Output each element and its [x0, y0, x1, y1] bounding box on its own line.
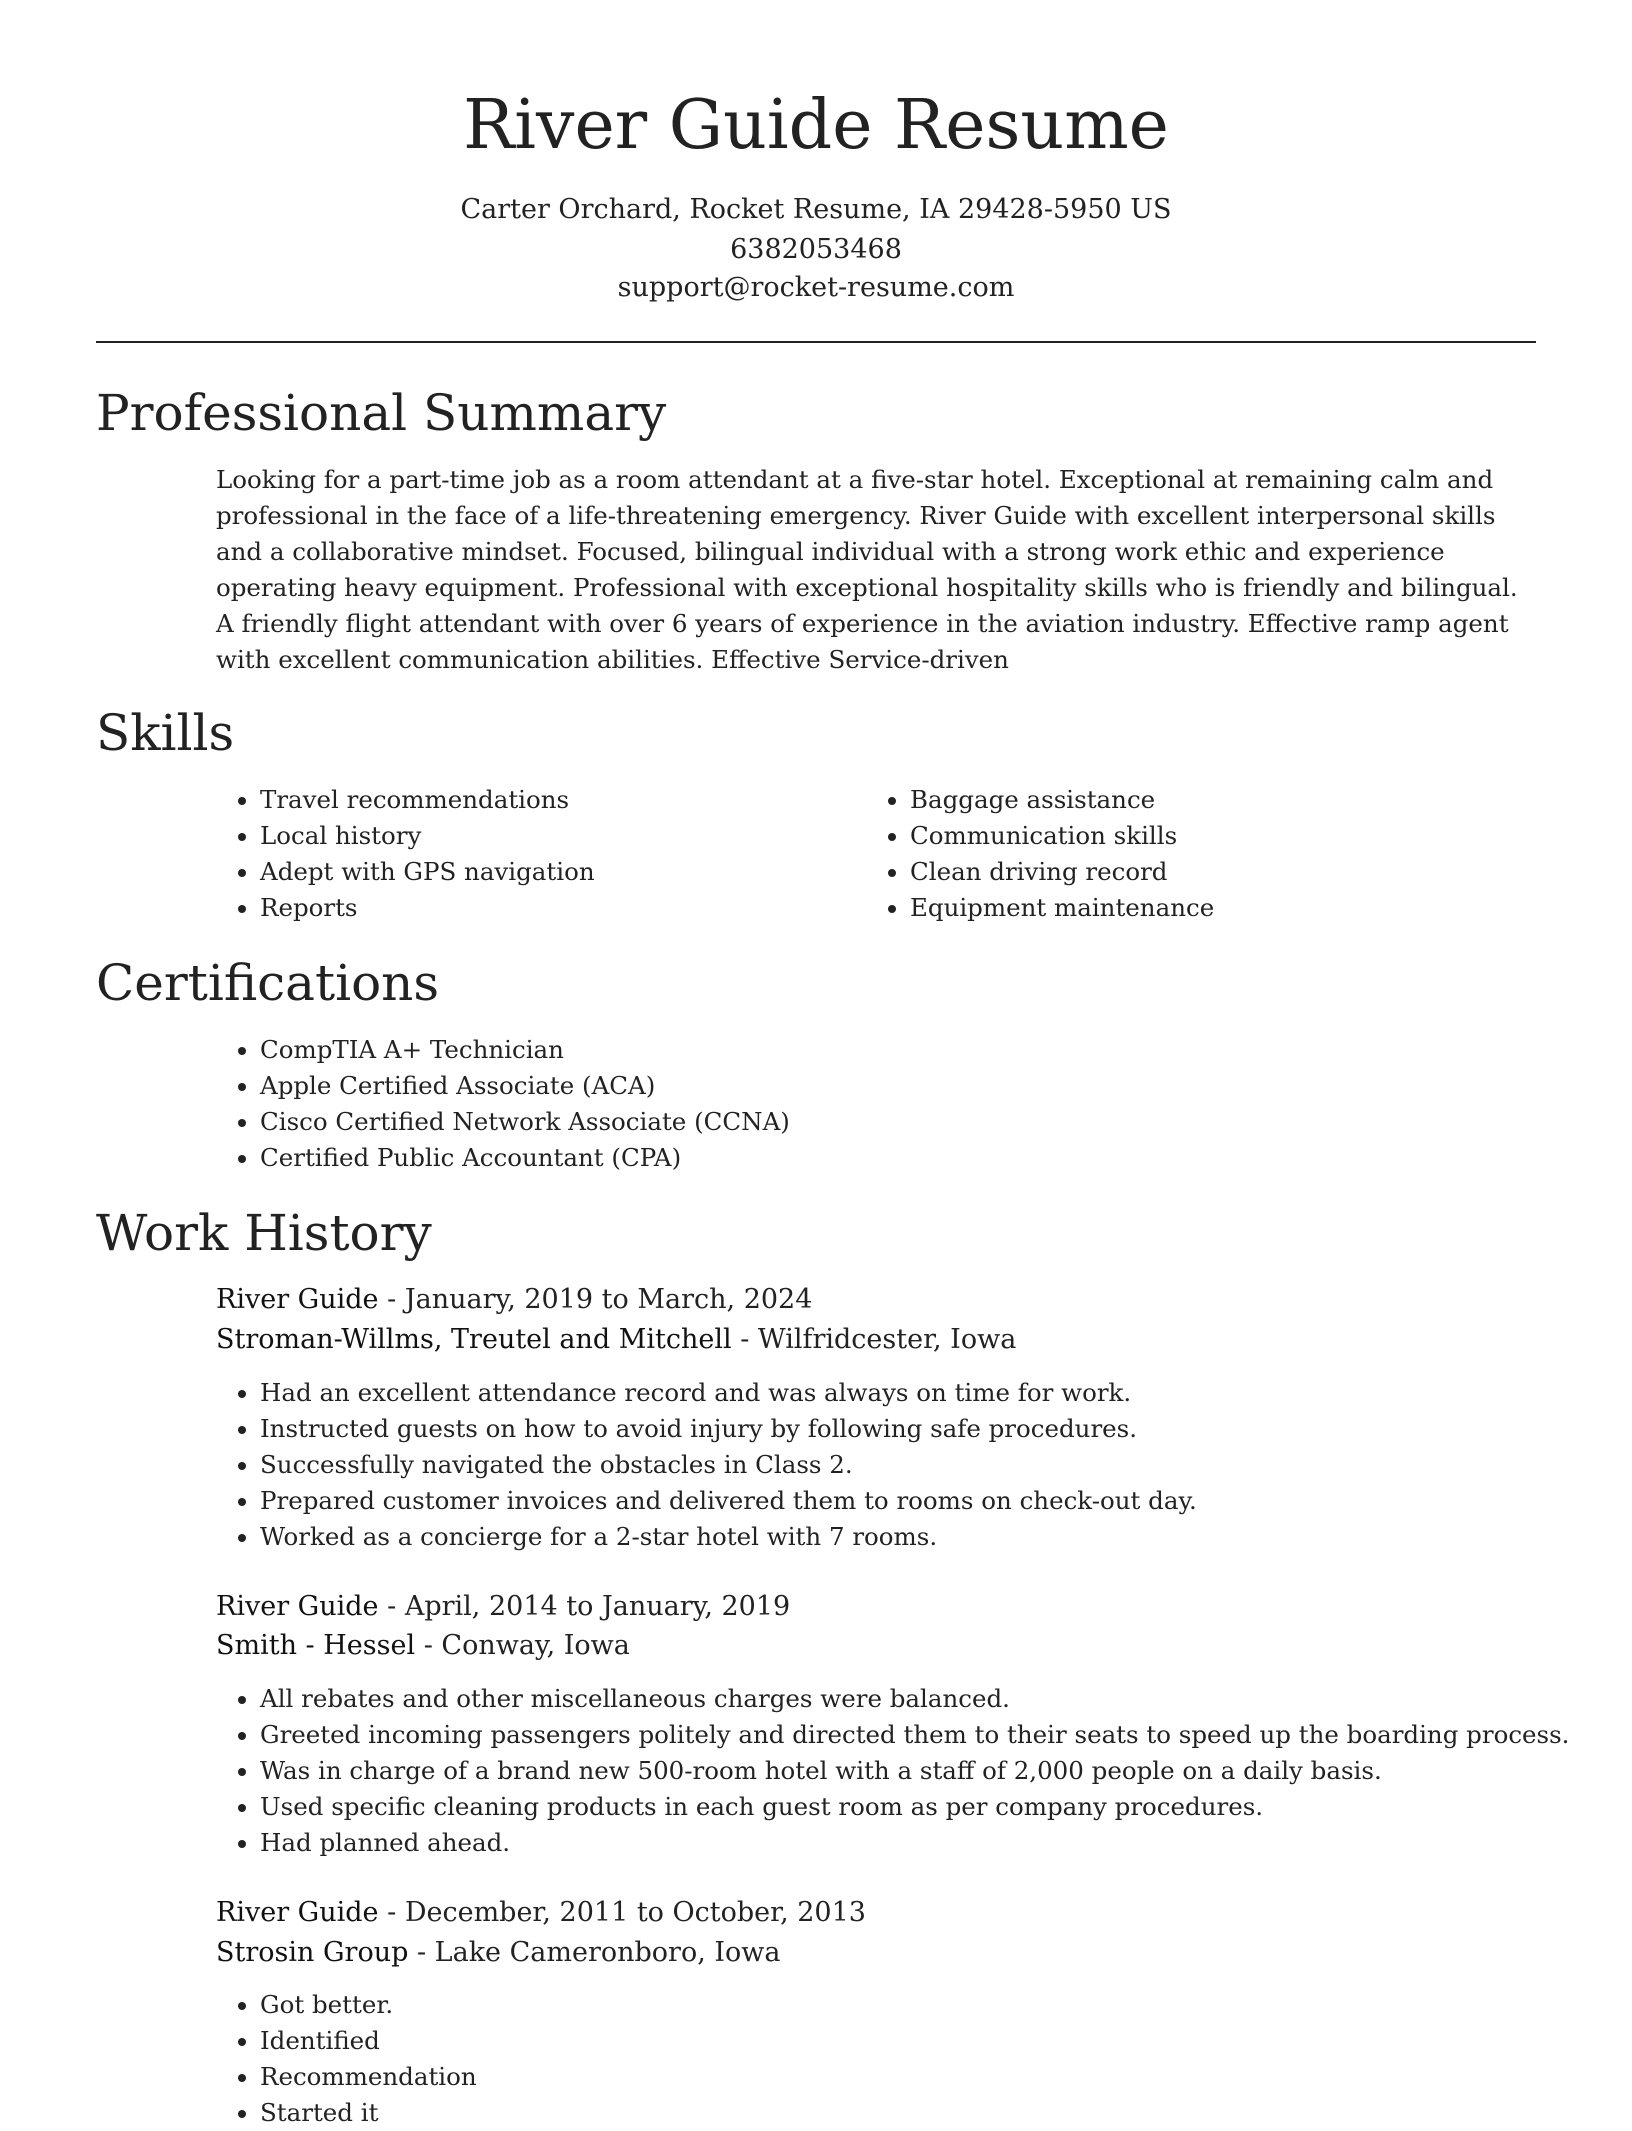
job-bullet: • Had planned ahead. — [260, 1825, 1580, 1861]
job-location: Wilfridcester, Iowa — [757, 1324, 1017, 1355]
separator: - — [408, 1937, 435, 1968]
job-bullet: • Worked as a concierge for a 2-star hotel with 7 rooms. — [260, 1519, 1580, 1555]
job-bullet: • Recommendation — [260, 2059, 1580, 2095]
job-dates: December, 2011 to October, 2013 — [404, 1897, 866, 1928]
skill-item: • Travel recommendations — [260, 782, 860, 818]
separator: - — [378, 1591, 405, 1622]
separator: - — [415, 1630, 442, 1661]
job-title-line — [216, 1893, 866, 1933]
skills-list-right — [866, 782, 1510, 926]
resume-title: River Guide Resume — [463, 86, 1169, 165]
job-bullet: • Was in charge of a brand new 500-room hotel with a staff of 2,000 people on a daily basis. — [260, 1753, 1580, 1789]
job-location: Lake Cameronboro, Iowa — [434, 1937, 781, 1968]
skill-item: • Baggage assistance — [910, 782, 1510, 818]
job-company: Stroman-Willms, Treutel and Mitchell — [216, 1324, 732, 1355]
job-bullet: • Got better. — [260, 1987, 1580, 2023]
certifications-heading: Certifications — [96, 954, 440, 1012]
contact-phone: 6382053468 — [730, 234, 902, 265]
job-title: River Guide — [216, 1591, 379, 1622]
skill-item: • Clean driving record — [910, 854, 1510, 890]
job-title: River Guide — [216, 1897, 379, 1928]
skill-item: • Adept with GPS navigation — [260, 854, 860, 890]
skill-item: • Reports — [260, 890, 860, 926]
job-dates: April, 2014 to January, 2019 — [404, 1591, 791, 1622]
job-title-line — [216, 1280, 812, 1320]
skill-item: • Communication skills — [910, 818, 1510, 854]
job-bullets — [216, 1987, 1580, 2131]
skill-item: • Equipment maintenance — [910, 890, 1510, 926]
skill-item: • Local history — [260, 818, 860, 854]
skills-heading: Skills — [96, 704, 235, 762]
job-bullet: • Identified — [260, 2023, 1580, 2059]
work-history-heading: Work History — [96, 1204, 432, 1262]
job-company-line — [216, 1320, 1016, 1360]
contact-email: support@rocket-resume.com — [617, 272, 1015, 303]
job-dates: January, 2019 to March, 2024 — [404, 1284, 813, 1315]
job-bullet: • Prepared customer invoices and delivered them to rooms on check-out day. — [260, 1483, 1580, 1519]
separator: - — [378, 1284, 405, 1315]
job-bullets — [216, 1375, 1580, 1555]
job-company-line — [216, 1626, 630, 1666]
summary-heading: Professional Summary — [96, 384, 667, 442]
job-location: Conway, Iowa — [441, 1630, 630, 1661]
job-bullet: • Used specific cleaning products in each guest room as per company procedures. — [260, 1789, 1580, 1825]
job-bullets — [216, 1681, 1580, 1861]
job-bullet: • Had an excellent attendance record and was always on time for work. — [260, 1375, 1580, 1411]
job-bullet: • All rebates and other miscellaneous charges were balanced. — [260, 1681, 1580, 1717]
job-bullet: • Greeted incoming passengers politely and directed them to their seats to speed up the boarding process. — [260, 1717, 1580, 1753]
contact-address: Carter Orchard, Rocket Resume, IA 29428-5950 US — [460, 194, 1172, 225]
certification-item: • Certified Public Accountant (CPA) — [260, 1140, 1560, 1176]
separator: - — [731, 1324, 758, 1355]
header-divider — [96, 341, 1536, 343]
job-company-line — [216, 1933, 781, 1973]
job-title-line — [216, 1587, 790, 1627]
certifications-list — [216, 1032, 1560, 1176]
summary-text: Looking for a part-time job as a room attendant at a five-star hotel. Exceptional at remaining calm and professional in the face of a life-threatening emergency. River Guide with excellent interpersonal skills and a collaborative mindset. Focused, bilingual individual with a strong work ethic and experience operating heavy equipment. Professional with exceptional hospitality skills who is friendly and bilingual. A friendly flight attendant with over 6 years of experience in the aviation industry. Effective ramp agent with excellent communication abilities. Effective Service-driven — [216, 465, 1518, 674]
skills-list-left — [216, 782, 860, 926]
job-bullet: • Successfully navigated the obstacles in Class 2. — [260, 1447, 1580, 1483]
certification-item: • CompTIA A+ Technician — [260, 1032, 1560, 1068]
job-bullet: • Started it — [260, 2095, 1580, 2131]
job-title: River Guide — [216, 1284, 379, 1315]
certification-item: • Cisco Certified Network Associate (CCNA) — [260, 1104, 1560, 1140]
job-bullet: • Instructed guests on how to avoid injury by following safe procedures. — [260, 1411, 1580, 1447]
separator: - — [378, 1897, 405, 1928]
job-company: Smith - Hessel — [216, 1630, 416, 1661]
certification-item: • Apple Certified Associate (ACA) — [260, 1068, 1560, 1104]
job-company: Strosin Group — [216, 1937, 409, 1968]
